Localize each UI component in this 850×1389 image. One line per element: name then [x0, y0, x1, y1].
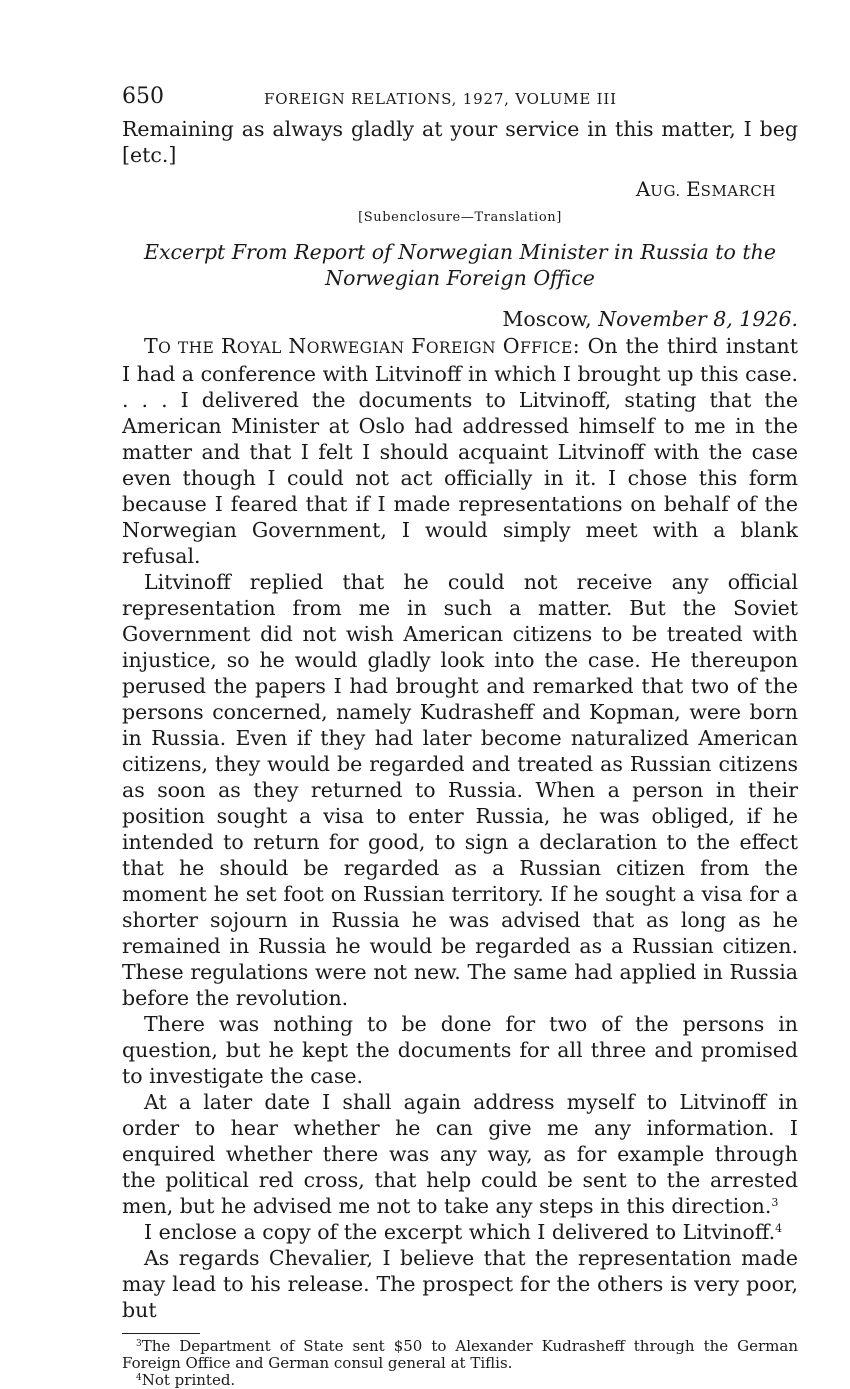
excerpt-title: Excerpt From Report of Norwegian Minister in Russia to the Norwegian Foreign Office [144, 240, 776, 290]
paragraph-3: There was nothing to be done for two of the persons in question, but he kept the documents for all three and promised to investigate the case. [122, 1012, 798, 1088]
dateline [122, 305, 798, 333]
footnote-ref-4: 4 [775, 1222, 783, 1235]
running-title: FOREIGN RELATIONS, 1927, VOLUME III [264, 90, 617, 108]
paragraph-1: TO THE ROYAL NORWEGIAN FOREIGN OFFICE: On the third instant I had a conference with Litvinoff in which I brought up this case. . . . I delivered the documents to Litvinoff, stating that the American Minister at Oslo had addressed himself to me in the matter and that I felt I should acquaint Litvinoff with the case even though I could not act officially in it. I chose this form because I feared that if I made representations on behalf of the Norwegian Government, I would simply meet with a blank refusal. [122, 334, 798, 568]
report-body [122, 333, 798, 1323]
footnote-divider [122, 1333, 200, 1334]
dateline-date: November 8, 1926. [598, 307, 798, 331]
paragraph-4: At a later date I shall again address myself to Litvinoff in order to hear whether he can give me any information. I enquired whether there was any way, as for example through the political red cross, that help could be sent to the arrested men, but he advised me not to take any steps in this direction.$^3$ [122, 1090, 798, 1218]
footnote-ref-3: 3 [771, 1196, 779, 1209]
document-page [122, 82, 798, 1389]
footnotes [122, 1338, 798, 1389]
dateline-place: Moscow, [502, 307, 592, 331]
paragraph-6: As regards Chevalier, I believe that the representation made may lead to his release. The prospect for the others is very poor, but [122, 1246, 798, 1322]
salutation: TO THE ROYAL NORWEGIAN FOREIGN OFFICE [144, 334, 573, 358]
footnote-3: $^3$The Department of State sent $50 to Alexander Kudrasheff through the German Foreign Office and German consul general at Tiflis. [122, 1337, 798, 1372]
closing-paragraph: Remaining as always gladly at your service in this matter, I beg [etc.] [122, 117, 798, 167]
paragraph-2: Litvinoff replied that he could not receive any official representation from me in such a matter. But the Soviet Government did not wish American citizens to be treated with injustice, so he would gladly look into the case. He thereupon perused the papers I had brought and remarked that two of the persons concerned, namely Kudrasheff and Kopman, were born in Russia. Even if they had later become naturalized American citizens, they would be regarded and treated as Russian citizens as soon as they returned to Russia. When a person in their position sought a visa to enter Russia, he was obliged, if he intended to return for good, to sign a declaration to the effect that he should be regarded as a Russian citizen from the moment he set foot on Russian territory. If he sought a visa for a shorter sojourn in Russia he was advised that as long as he remained in Russia he would be regarded as a Russian citizen. These regulations were not new. The same had applied in Russia before the revolution. [122, 570, 798, 1010]
paragraph-5: I enclose a copy of the excerpt which I delivered to Litvinoff.$^4$ [144, 1220, 783, 1244]
footnote-4: $^4$Not printed. [136, 1371, 236, 1389]
signature: AUG. ESMARCH [635, 177, 776, 201]
page-header [122, 82, 798, 116]
closing-text [122, 116, 798, 168]
page-number: 650 [122, 84, 164, 109]
subenclosure-label: [Subenclosure—Translation] [358, 210, 562, 225]
